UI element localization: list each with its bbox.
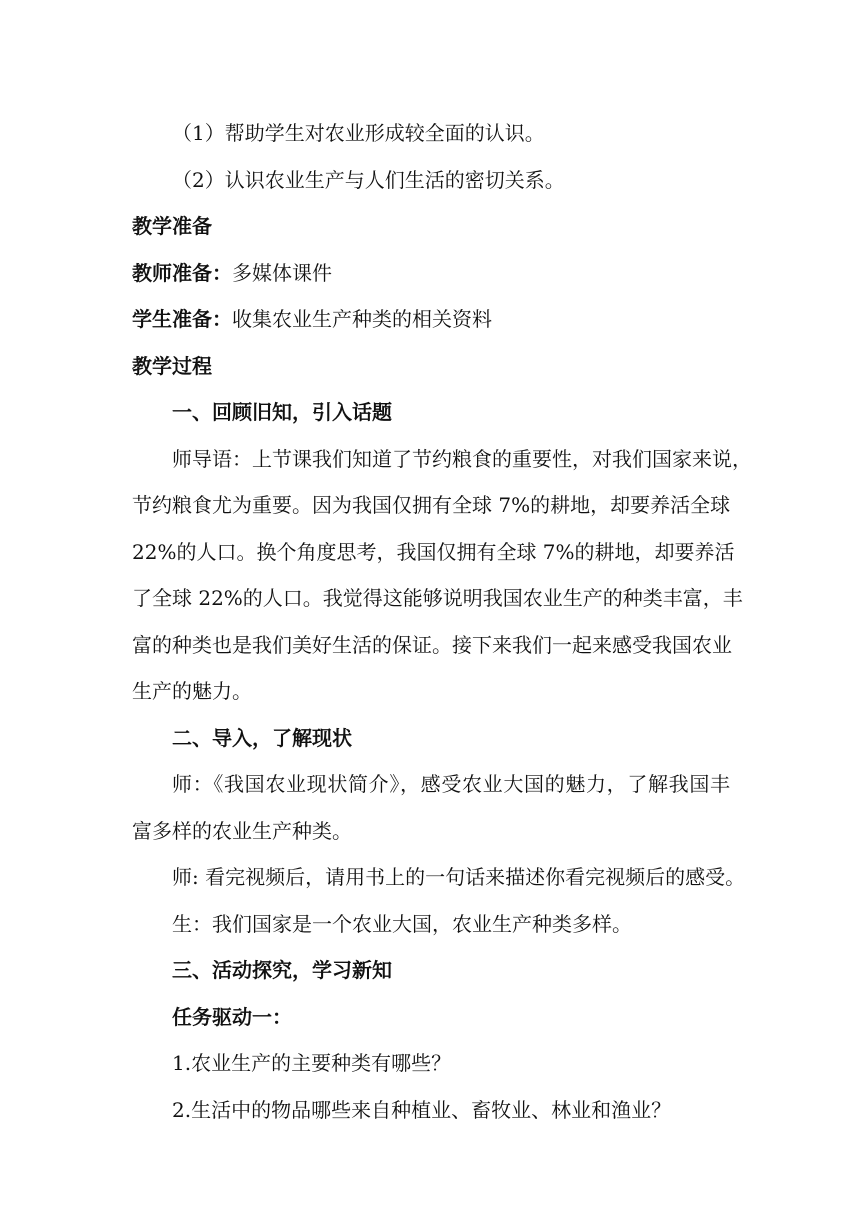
question-1: 1.农业生产的主要种类有哪些？ (172, 1051, 452, 1075)
prep-heading: 教学准备 (132, 214, 212, 238)
task-heading: 任务驱动一： (172, 1004, 292, 1029)
section2-heading: 二、导入，了解现状 (172, 725, 352, 750)
section1-line-5: 富的种类也是我们美好生活的保证。接下来我们一起来感受我国农业 (132, 632, 732, 657)
section1-line-4: 了全球 22%的人口。我觉得这能够说明我国农业生产的种类丰富，丰 (132, 586, 743, 610)
question-2: 2.生活中的物品哪些来自种植业、畜牧业、林业和渔业？ (172, 1097, 672, 1122)
section1-line-3: 22%的人口。换个角度思考，我国仅拥有全球 7%的耕地，却要养活 (132, 539, 735, 564)
section2-line-2: 富多样的农业生产种类。 (132, 818, 352, 843)
section2-teacher-line: 师: 看完视频后，请用书上的一句话来描述你看完视频后的感受。 (172, 865, 746, 889)
section3-heading: 三、活动探究，学习新知 (172, 958, 392, 982)
student-prep-value: 收集农业生产种类的相关资料 (232, 307, 492, 331)
student-prep-label: 学生准备： (132, 307, 232, 331)
section1-line-1: 师导语：上节课我们知道了节约粮食的重要性，对我们国家来说， (172, 446, 752, 471)
teacher-prep-value: 多媒体课件 (232, 260, 332, 285)
section1-heading: 一、回顾旧知，引入话题 (172, 400, 392, 424)
objective-2: （2）认识农业生产与人们生活的密切关系。 (172, 167, 565, 192)
section2-student-line: 生：我们国家是一个农业大国，农业生产种类多样。 (172, 911, 632, 936)
section1-line-2: 节约粮食尤为重要。因为我国仅拥有全球 7%的耕地，却要养活全球 (132, 493, 731, 517)
process-heading: 教学过程 (132, 353, 212, 378)
section1-line-6: 生产的魅力。 (132, 679, 252, 703)
objective-1: （1）帮助学生对农业形成较全面的认识。 (172, 121, 545, 145)
teacher-prep (132, 250, 730, 297)
teacher-prep-label: 教师准备： (132, 260, 232, 285)
section2-paragraph (132, 761, 730, 854)
section1-paragraph (132, 436, 752, 715)
student-prep (132, 296, 730, 343)
section2-line-1: 师：《我国农业现状简介》，感受农业大国的魅力，了解我国丰 (172, 772, 730, 796)
